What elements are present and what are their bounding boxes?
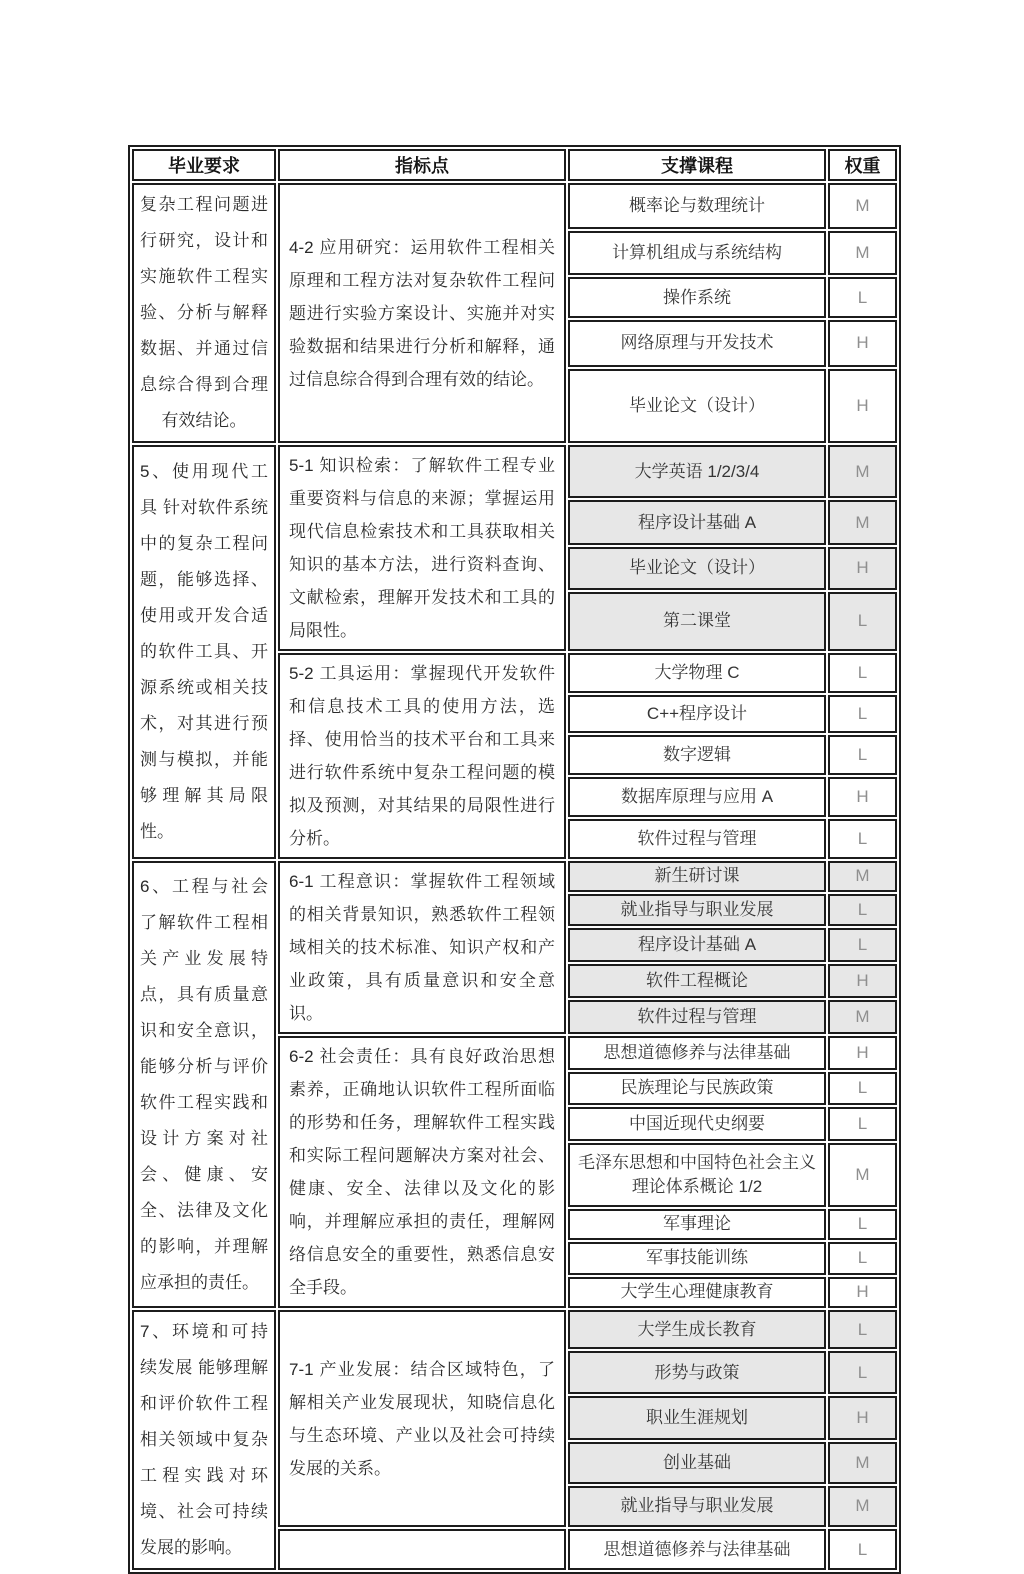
course-cell: 职业生涯规划 bbox=[568, 1396, 826, 1439]
course-cell: 创业基础 bbox=[568, 1442, 826, 1484]
weight-cell: L bbox=[828, 1209, 897, 1240]
column-header-weight: 权重 bbox=[828, 149, 897, 181]
course-cell: 毕业论文（设计） bbox=[568, 547, 826, 590]
weight-cell: L bbox=[828, 1310, 897, 1349]
column-header-courses: 支撑课程 bbox=[568, 149, 826, 181]
course-cell: 思想道德修养与法律基础 bbox=[568, 1036, 826, 1070]
course-cell: 概率论与数理统计 bbox=[568, 183, 826, 229]
weight-cell: M bbox=[828, 861, 897, 892]
weight-cell: L bbox=[828, 894, 897, 926]
course-cell: 网络原理与开发技术 bbox=[568, 320, 826, 366]
weight-cell: H bbox=[828, 1396, 897, 1439]
course-cell: 程序设计基础 A bbox=[568, 500, 826, 545]
course-cell: 操作系统 bbox=[568, 277, 826, 318]
course-mapping-table bbox=[128, 145, 901, 1574]
course-cell: 计算机组成与系统结构 bbox=[568, 231, 826, 275]
weight-cell: M bbox=[828, 1143, 897, 1207]
course-row bbox=[132, 183, 897, 229]
requirement-cell: 复杂工程问题进行研究，设计和实施软件工程实验、分析与解释数据、并通过信息综合得到合理有效结论。 bbox=[132, 183, 276, 443]
weight-cell: M bbox=[828, 1442, 897, 1484]
weight-cell: L bbox=[828, 1351, 897, 1394]
course-cell: 军事理论 bbox=[568, 1209, 826, 1240]
weight-cell: H bbox=[828, 1036, 897, 1070]
course-cell: 就业指导与职业发展 bbox=[568, 1486, 826, 1528]
weight-cell: L bbox=[828, 819, 897, 859]
indicator-cell: 6-2 社会责任：具有良好政治思想素养，正确地认识软件工程所面临的形势和任务，理解软件工程实践和实际工程问题解决方案对社会、健康、安全、法律以及文化的影响，并理解应承担的责任，理解网络信息安全的重要性，熟悉信息安全手段。 bbox=[278, 1036, 566, 1308]
course-cell: 大学生心理健康教育 bbox=[568, 1277, 826, 1308]
course-cell: 毛泽东思想和中国特色社会主义理论体系概论 1/2 bbox=[568, 1143, 826, 1207]
indicator-cell bbox=[278, 1529, 566, 1570]
requirement-cell: 7、环境和可持续发展 能够理解和评价软件工程相关领域中复杂工程实践对环境、社会可持续发展的影响。 bbox=[132, 1310, 276, 1570]
column-header-requirement: 毕业要求 bbox=[132, 149, 276, 181]
course-cell: 第二课堂 bbox=[568, 592, 826, 651]
course-cell: 思想道德修养与法律基础 bbox=[568, 1529, 826, 1570]
indicator-cell: 7-1 产业发展：结合区域特色，了解相关产业发展现状，知晓信息化与生态环境、产业以及社会可持续发展的关系。 bbox=[278, 1310, 566, 1527]
weight-cell: L bbox=[828, 592, 897, 651]
weight-cell: H bbox=[828, 777, 897, 817]
course-cell: 大学物理 C bbox=[568, 653, 826, 693]
course-cell: 程序设计基础 A bbox=[568, 928, 826, 962]
weight-cell: L bbox=[828, 1107, 897, 1141]
weight-cell: L bbox=[828, 1072, 897, 1106]
course-cell: 毕业论文（设计） bbox=[568, 369, 826, 443]
requirement-cell: 6、工程与社会 了解软件工程相关产业发展特点，具有质量意识和安全意识，能够分析与评价软件工程实践和设计方案对社会、健康、安全、法律及文化的影响，并理解应承担的责任。 bbox=[132, 861, 276, 1308]
weight-cell: H bbox=[828, 1277, 897, 1308]
weight-cell: M bbox=[828, 183, 897, 229]
course-cell: 软件工程概论 bbox=[568, 964, 826, 998]
indicator-cell: 5-1 知识检索：了解软件工程专业重要资料与信息的来源；掌握运用现代信息检索技术和工具获取相关知识的基本方法，进行资料查询、文献检索，理解开发技术和工具的局限性。 bbox=[278, 445, 566, 651]
course-cell: 数字逻辑 bbox=[568, 735, 826, 775]
weight-cell: L bbox=[828, 653, 897, 693]
course-cell: 军事技能训练 bbox=[568, 1242, 826, 1275]
weight-cell: H bbox=[828, 547, 897, 590]
weight-cell: M bbox=[828, 445, 897, 498]
header-row bbox=[132, 149, 897, 181]
course-row bbox=[132, 445, 897, 498]
requirement-cell: 5、使用现代工具 针对软件系统中的复杂工程问题，能够选择、使用或开发合适的软件工具、开源系统或相关技术，对其进行预测与模拟，并能够理解其局限性。 bbox=[132, 445, 276, 859]
course-cell: 软件过程与管理 bbox=[568, 819, 826, 859]
weight-cell: L bbox=[828, 277, 897, 318]
indicator-cell: 4-2 应用研究：运用软件工程相关原理和工程方法对复杂软件工程问题进行实验方案设计、实施并对实验数据和结果进行分析和解释，通过信息综合得到合理有效的结论。 bbox=[278, 183, 566, 443]
weight-cell: L bbox=[828, 928, 897, 962]
weight-cell: M bbox=[828, 1486, 897, 1528]
indicator-cell: 5-2 工具运用：掌握现代开发软件和信息技术工具的使用方法，选择、使用恰当的技术平台和工具来进行软件系统中复杂工程问题的模拟及预测，对其结果的局限性进行分析。 bbox=[278, 653, 566, 859]
weight-cell: H bbox=[828, 964, 897, 998]
course-cell: 中国近现代史纲要 bbox=[568, 1107, 826, 1141]
weight-cell: M bbox=[828, 500, 897, 545]
weight-cell: H bbox=[828, 320, 897, 366]
indicator-cell: 6-1 工程意识：掌握软件工程领域的相关背景知识，熟悉软件工程领域相关的技术标准、知识产权和产业政策，具有质量意识和安全意识。 bbox=[278, 861, 566, 1034]
course-cell: 就业指导与职业发展 bbox=[568, 894, 826, 926]
course-row bbox=[132, 1310, 897, 1349]
weight-cell: M bbox=[828, 1000, 897, 1034]
weight-cell: M bbox=[828, 231, 897, 275]
column-header-indicator: 指标点 bbox=[278, 149, 566, 181]
weight-cell: H bbox=[828, 369, 897, 443]
course-cell: 形势与政策 bbox=[568, 1351, 826, 1394]
course-row bbox=[132, 861, 897, 892]
weight-cell: L bbox=[828, 1242, 897, 1275]
weight-cell: L bbox=[828, 1529, 897, 1570]
weight-cell: L bbox=[828, 735, 897, 775]
course-cell: 软件过程与管理 bbox=[568, 1000, 826, 1034]
course-cell: 大学生成长教育 bbox=[568, 1310, 826, 1349]
course-cell: 新生研讨课 bbox=[568, 861, 826, 892]
weight-cell: L bbox=[828, 695, 897, 733]
course-cell: C++程序设计 bbox=[568, 695, 826, 733]
course-cell: 大学英语 1/2/3/4 bbox=[568, 445, 826, 498]
course-cell: 民族理论与民族政策 bbox=[568, 1072, 826, 1106]
course-cell: 数据库原理与应用 A bbox=[568, 777, 826, 817]
